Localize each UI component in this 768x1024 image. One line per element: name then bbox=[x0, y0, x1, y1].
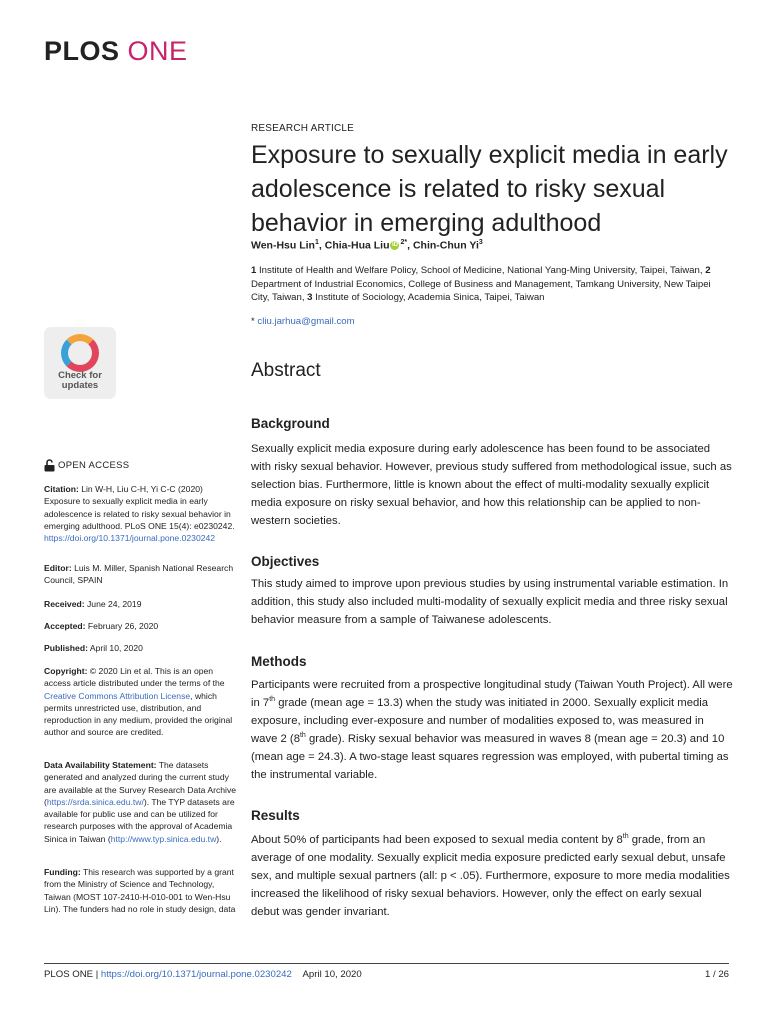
funding-block bbox=[44, 866, 240, 915]
results-text-part: grade, from an average of one modality. Sexually explicit media exposure predicted early sexual debut, unsafe sex, and multiple sexual partners (all: p < .05). Furthermore, exposure to more media modalities increased the likelihood of risky sexual behaviors. However, only the effect on early sexual debut was gender invariant. bbox=[251, 834, 730, 918]
footer-date: April 10, 2020 bbox=[302, 969, 362, 980]
page-number: 1 / 26 bbox=[704, 969, 729, 980]
data-availability-text: The datasets generated and analyzed during the current study are available at the Survey Research Data Archive ( bbox=[44, 760, 237, 807]
methods-superscript: th bbox=[299, 732, 306, 740]
citation-block bbox=[44, 483, 240, 544]
author-name[interactable]: Wen-Hsu Lin bbox=[251, 239, 315, 252]
section-text-methods bbox=[251, 676, 733, 784]
copyright-label: Copyright: bbox=[44, 666, 88, 676]
footer-doi-link[interactable]: https://doi.org/10.1371/journal.pone.0230242 bbox=[100, 969, 292, 980]
received-block bbox=[44, 598, 240, 610]
open-lock-icon bbox=[44, 459, 55, 472]
accepted-label: Accepted: bbox=[44, 621, 86, 631]
affiliation-number: 1 bbox=[251, 265, 257, 276]
footer-separator: | bbox=[93, 969, 101, 980]
data-availability-label: Data Availability Statement: bbox=[44, 760, 157, 770]
data-availability-text: ). The TYP datasets are available for public use and can be utilized for research purposes with the approval of Academia Sinica in Taiwan ( bbox=[44, 796, 235, 844]
received-date: June 24, 2019 bbox=[84, 599, 142, 609]
section-heading-objectives: Objectives bbox=[251, 554, 320, 569]
corresponding-email-link[interactable]: cliu.jarhua@gmail.com bbox=[257, 316, 355, 327]
author-affil-ref: 1 bbox=[314, 239, 319, 246]
methods-text-part: Participants were recruited from a prospective longitudinal study (Taiwan Youth Project). All were in 7 bbox=[251, 679, 733, 709]
open-access-label bbox=[44, 459, 240, 472]
results-text-part: About 50% of participants had been exposed to sexual media content by 8 bbox=[251, 834, 623, 846]
data-availability-block bbox=[44, 759, 240, 845]
section-text-results bbox=[251, 831, 733, 921]
journal-logo[interactable] bbox=[44, 36, 188, 67]
editor-block bbox=[44, 562, 240, 587]
editor-label: Editor: bbox=[44, 563, 72, 573]
footer-citation bbox=[44, 969, 362, 980]
author-name[interactable]: Chia-Hua Liu bbox=[324, 239, 390, 252]
editor-text: Luis M. Miller, Spanish National Research Council, SPAIN bbox=[44, 563, 234, 586]
citation-label: Citation: bbox=[44, 484, 79, 494]
affiliation-text: Institute of Health and Welfare Policy, School of Medicine, National Yang-Ming University, Taipei, Taiwan, bbox=[259, 265, 703, 276]
affiliation-text: Department of Industrial Economics, College of Business and Management, Tamkang University, New Taipei City, Taiwan, bbox=[251, 278, 711, 303]
published-label: Published: bbox=[44, 643, 88, 653]
article-type: RESEARCH ARTICLE bbox=[251, 123, 355, 134]
abstract-heading: Abstract bbox=[251, 360, 321, 381]
section-text-background: Sexually explicit media exposure during early adolescence has been found to be associated with risky sexual behavior. However, previous study suffered from methodological issue, such as selection bias. Furthermore, little is known about the effect of multi-modality sexually explicit media exposure on risky sexual behavior, and how this relationship can be applied to non-western societies. bbox=[251, 443, 732, 527]
methods-superscript: th bbox=[269, 696, 276, 704]
accepted-date: February 26, 2020 bbox=[85, 621, 159, 631]
methods-text-part: grade). Risky sexual behavior was measured in waves 8 (mean age = 20.3) and 10 (mean age = 24.3). A two-stage least squares regression was employed, with pubertal timing as the instrumental variable. bbox=[251, 733, 729, 781]
author-affil-ref: 3 bbox=[478, 239, 483, 246]
methods-text-part: grade (mean age = 13.3) when the study was initiated in 2000. Sexually explicit media exposure, including ever-exposure and number of modalities exposed to, was measured in wave 2 (8 bbox=[251, 697, 709, 745]
check-for-updates-badge[interactable] bbox=[44, 327, 116, 399]
badge-label-line: updates bbox=[61, 380, 99, 391]
citation-text: Lin W-H, Liu C-H, Yi C-C (2020) Exposure to sexually explicit media in early adolescence is related to risky sexual behavior in emerging adulthood. PLoS ONE 15(4): e0230242. bbox=[44, 484, 235, 531]
license-link[interactable]: Creative Commons Attribution License bbox=[44, 690, 191, 701]
author-name[interactable]: Chin-Chun Yi bbox=[412, 239, 479, 252]
section-heading-methods: Methods bbox=[251, 654, 307, 669]
article-title: Exposure to sexually explicit media in early adolescence is related to risky sexual behavior in emerging adulthood bbox=[251, 141, 728, 237]
journal-logo-one: ONE bbox=[127, 36, 188, 66]
typ-link[interactable]: http://www.typ.sinica.edu.tw bbox=[110, 833, 217, 844]
published-block bbox=[44, 642, 240, 654]
badge-label-line: Check for bbox=[58, 370, 102, 381]
affiliation-text: Institute of Sociology, Academia Sinica, Taipei, Taiwan bbox=[315, 292, 545, 303]
funding-text: This research was supported by a grant from the Ministry of Science and Technology, Taiwan (MOST 107-2410-H-010-001 to Wen-Hsu Lin). The funders had no role in study design, data bbox=[44, 867, 236, 914]
author-affil-ref: 2* bbox=[400, 239, 408, 246]
orcid-icon[interactable]: iD bbox=[391, 242, 398, 249]
footer-journal-name: PLOS ONE bbox=[44, 969, 94, 980]
copyright-text: , which permits unrestricted use, distribution, and reproduction in any medium, provided the original author and source are credited. bbox=[44, 690, 233, 738]
section-text-objectives: This study aimed to improve upon previous studies by using instrumental variable estimation. In addition, this study also included multi-modality of sexually explicit media and three risky sexual behavior measure from a sample of Taiwanese adolescents. bbox=[251, 578, 729, 626]
badge-label bbox=[44, 371, 116, 391]
section-heading-results: Results bbox=[251, 808, 300, 823]
affiliations bbox=[251, 264, 729, 305]
results-superscript: th bbox=[622, 833, 629, 841]
badge-icon-cutout bbox=[75, 344, 85, 356]
open-access-text: OPEN ACCESS bbox=[58, 460, 130, 472]
corresponding-author bbox=[251, 316, 729, 327]
copyright-block bbox=[44, 665, 240, 739]
received-label: Received: bbox=[44, 599, 85, 609]
corresponding-star-icon: * bbox=[251, 316, 255, 327]
footer-divider bbox=[44, 963, 729, 964]
srda-link[interactable]: https://srda.sinica.edu.tw/ bbox=[46, 796, 144, 807]
funding-label: Funding: bbox=[44, 867, 81, 877]
published-date: April 10, 2020 bbox=[87, 643, 143, 653]
section-heading-background: Background bbox=[251, 416, 330, 431]
data-availability-text: ). bbox=[216, 833, 222, 844]
accepted-block bbox=[44, 620, 240, 632]
citation-doi-link[interactable]: https://doi.org/10.1371/journal.pone.0230242 bbox=[44, 533, 216, 544]
journal-logo-plos: PLOS bbox=[44, 36, 120, 66]
author-list: Wen-Hsu Lin$^1$, Chia-Hua Liu iD $^{2*}$, Chin-Chun Yi$^3$ bbox=[251, 239, 483, 252]
copyright-text: © 2020 Lin et al. This is an open access article distributed under the terms of the bbox=[44, 666, 225, 689]
affiliation-number: 3 bbox=[307, 292, 313, 303]
affiliation-number: 2 bbox=[705, 265, 711, 276]
